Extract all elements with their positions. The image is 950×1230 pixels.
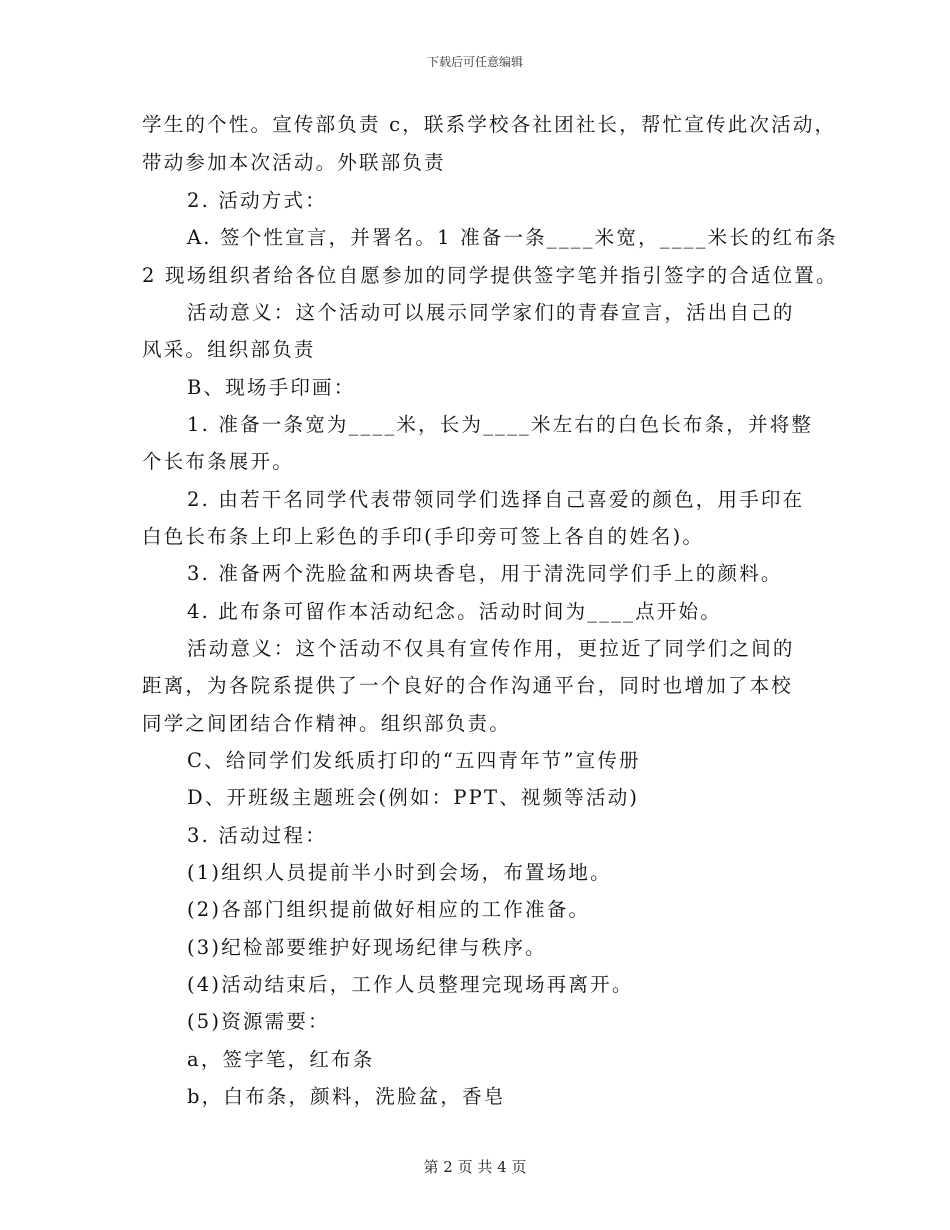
list-item: (4)活动结束后，工作人员整理完现场再离开。 — [187, 973, 634, 996]
text-line: A. 签个性宣言，并署名。1 准备一条____米宽，____米长的红布条 — [187, 226, 838, 249]
text-line: 白色长布条上印上彩色的手印(手印旁可签上各自的姓名)。 — [142, 525, 705, 548]
list-item: (1)组织人员提前半小时到会场，布置场地。 — [187, 861, 612, 884]
text-line: 2. 由若干名同学代表带领同学们选择自己喜爱的颜色，用手印在 — [187, 488, 805, 511]
list-item: (3)纪检部要维护好现场纪律与秩序。 — [187, 936, 547, 959]
text-line: D、开班级主题班会(例如：PPT、视频等活动) — [187, 786, 640, 809]
text-line: 风采。组织部负责 — [142, 338, 316, 361]
text-line: 2 现场组织者给各位自愿参加的同学提供签字笔并指引签字的合适位置。 — [142, 264, 838, 287]
text-line: 1. 准备一条宽为____米，长为____米左右的白色长布条，并将整 — [187, 413, 814, 436]
text-line: C、给同学们发纸质打印的“五四青年节”宣传册 — [187, 749, 641, 772]
text-line: 个长布条展开。 — [142, 450, 294, 473]
text-line: B、现场手印画： — [187, 376, 356, 399]
text-line: 学生的个性。宣传部负责 c，联系学校各社团社长，帮忙宣传此次活动， — [142, 113, 837, 136]
text-line: 活动意义：这个活动不仅具有宣传作用，更拉近了同学们之间的 — [187, 637, 795, 660]
list-item: (2)各部门组织提前做好相应的工作准备。 — [187, 898, 591, 921]
page-footer: 第 2 页 共 4 页 — [423, 1158, 527, 1176]
section-heading: 2. 活动方式： — [187, 189, 327, 212]
page-header: 下载后可任意编辑 — [426, 55, 523, 69]
text-line: 3. 准备两个洗脸盆和两块香皂，用于清洗同学们手上的颜料。 — [187, 562, 783, 585]
text-line: 距离，为各院系提供了一个良好的合作沟通平台，同时也增加了本校 — [142, 674, 794, 697]
list-item: a，签字笔，红布条 — [187, 1048, 375, 1071]
text-line: 同学之间团结合作精神。组织部负责。 — [142, 712, 511, 735]
text-line: 4. 此布条可留作本活动纪念。活动时间为____点开始。 — [187, 600, 722, 623]
text-line: 活动意义：这个活动可以展示同学家们的青春宣言，活出自己的 — [187, 301, 795, 324]
text-line: 带动参加本次活动。外联部负责 — [142, 151, 446, 174]
section-heading: 3. 活动过程： — [187, 824, 327, 847]
list-item: (5)资源需要： — [187, 1010, 330, 1033]
list-item: b，白布条，颜料，洗脸盆，香皂 — [187, 1085, 506, 1108]
